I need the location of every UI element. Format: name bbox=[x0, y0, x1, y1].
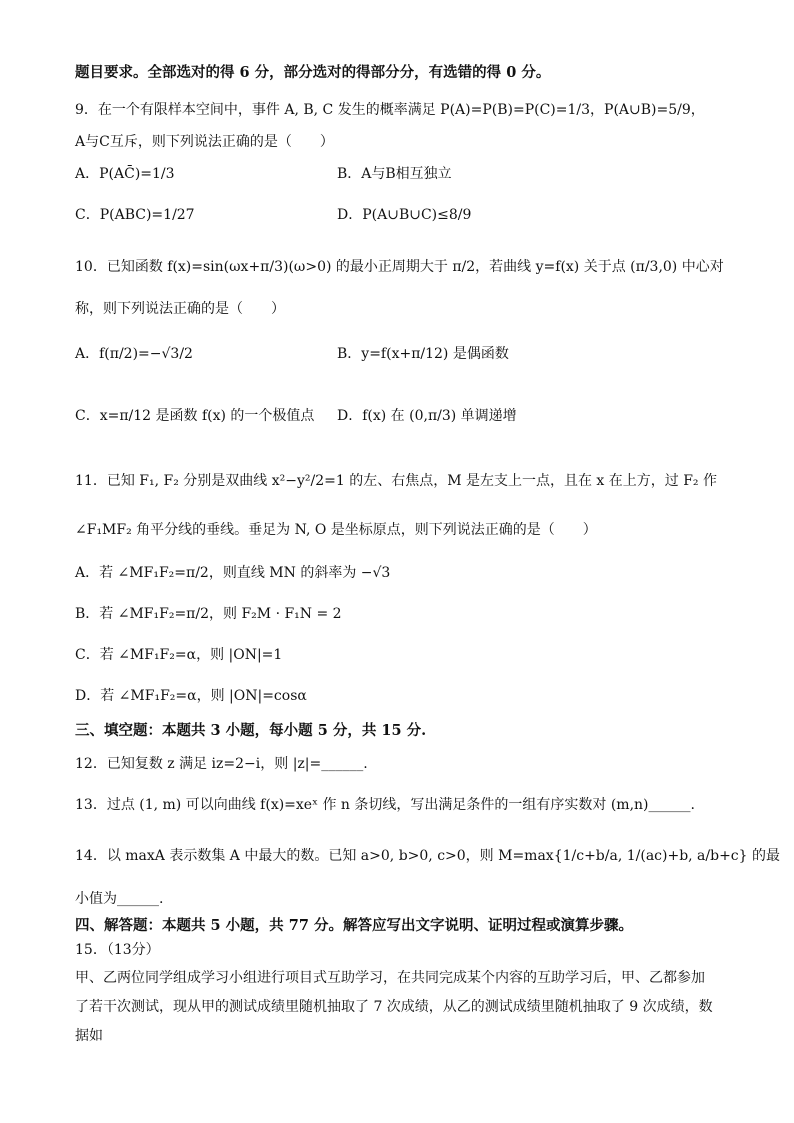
q11-option-a: A．若 ∠MF₁F₂=π/2，则直线 MN 的斜率为 −√3 bbox=[75, 565, 391, 581]
section-3-heading: 三、填空题：本题共 3 小题，每小题 5 分，共 15 分. bbox=[75, 722, 427, 739]
q11-stem-line1: 11．已知 F₁, F₂ 分别是双曲线 x²−y²/2=1 的左、右焦点，M 是左支上一点，且在 x 在上方，过 F₂ 作 bbox=[75, 473, 717, 489]
q15-heading: 15．（13分） bbox=[75, 942, 160, 958]
q9-stem-line2: A与C互斥，则下列说法正确的是（ ） bbox=[75, 134, 334, 150]
q10-stem-line2: 称，则下列说法正确的是（ ） bbox=[75, 301, 285, 317]
q9-option-c: C．P(ABC)=1/27 bbox=[75, 207, 195, 223]
q9-stem-line1: 9．在一个有限样本空间中，事件 A, B, C 发生的概率满足 P(A)=P(B)=P(C)=1/3，P(A∪B)=5/9， bbox=[75, 102, 705, 118]
section-4-heading: 四、解答题：本题共 5 小题，共 77 分。解答应写出文字说明、证明过程或演算步骤。 bbox=[75, 917, 633, 934]
q12: 12．已知复数 z 满足 iz=2−i，则 |z|=______. bbox=[75, 756, 368, 772]
q10-option-b: B．y=f(x+π/12) 是偶函数 bbox=[337, 346, 509, 362]
section-instruction: 题目要求。全部选对的得 6 分，部分选对的得部分分，有选错的得 0 分。 bbox=[75, 64, 551, 81]
q9-option-b: B．A与B相互独立 bbox=[337, 166, 452, 182]
q11-option-b: B．若 ∠MF₁F₂=π/2，则 F₂M · F₁N = 2 bbox=[75, 606, 342, 622]
q9-option-a: A．P(AC̄)=1/3 bbox=[75, 166, 175, 182]
q15-body: 甲、乙两位同学组成学习小组进行项目式互助学习，在共同完成某个内容的互助学习后，甲、乙都参加了若干次测试，现从甲的测试成绩里随机抽取了 7 次成绩，从乙的测试成绩里随机抽取了 9 次成绩，数据如 bbox=[75, 970, 713, 1044]
q9-option-d: D．P(A∪B∪C)≤8/9 bbox=[337, 207, 472, 223]
q13: 13．过点 (1, m) 可以向曲线 f(x)=xeˣ 作 n 条切线，写出满足条件的一组有序实数对 (m,n)______. bbox=[75, 797, 695, 813]
q10-option-a: A．f(π/2)=−√3/2 bbox=[75, 346, 193, 362]
q10-option-d: D．f(x) 在 (0,π/3) 单调递增 bbox=[337, 408, 517, 424]
q10-stem-line1: 10．已知函数 f(x)=sin(ωx+π/3)(ω>0) 的最小正周期大于 π/2，若曲线 y=f(x) 关于点 (π/3,0) 中心对 bbox=[75, 259, 724, 275]
q14-line1: 14．以 maxA 表示数集 A 中最大的数。已知 a>0, b>0, c>0，则 M=max{1/c+b/a, 1/(ac)+b, a/b+c} 的最 bbox=[75, 848, 781, 864]
q10-option-c: C．x=π/12 是函数 f(x) 的一个极值点 bbox=[75, 408, 315, 424]
q11-option-c: C．若 ∠MF₁F₂=α，则 |ON|=1 bbox=[75, 647, 283, 663]
q14-line2: 小值为______. bbox=[75, 891, 164, 907]
q11-option-d: D．若 ∠MF₁F₂=α，则 |ON|=cosα bbox=[75, 688, 307, 704]
q11-stem-line2: ∠F₁MF₂ 角平分线的垂线。垂足为 N, O 是坐标原点，则下列说法正确的是（ ） bbox=[75, 522, 597, 538]
